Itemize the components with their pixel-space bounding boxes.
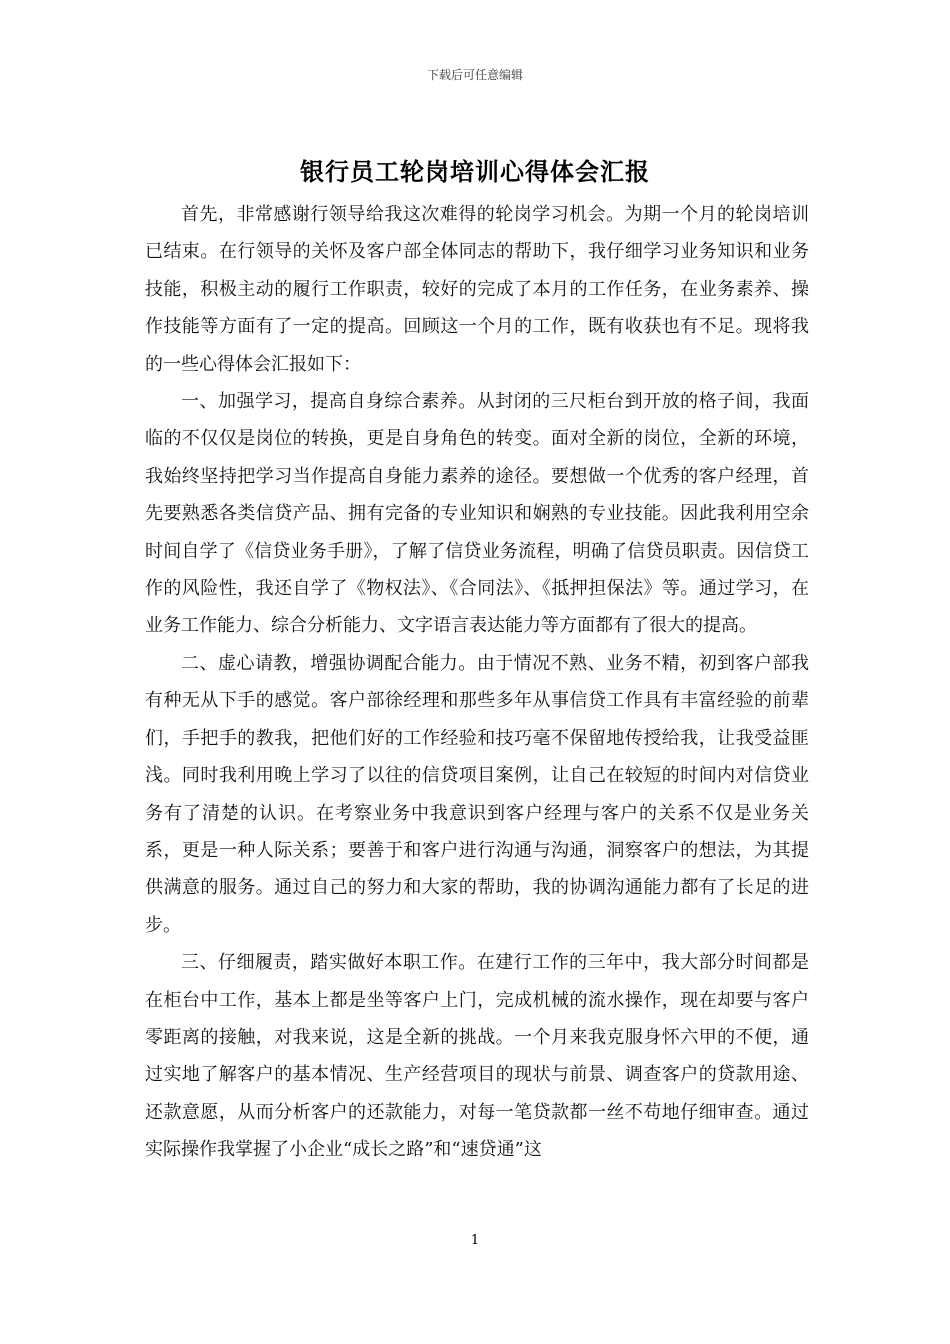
document-body: [145, 196, 809, 1169]
paragraph-section-1: 一、加强学习，提高自身综合素养。从封闭的三尺柜台到开放的格子间，我面临的不仅仅是岗位的转换，更是自身角色的转变。面对全新的岗位，全新的环境，我始终坚持把学习当作提高自身能力素养的途径。要想做一个优秀的客户经理，首先要熟悉各类信贷产品、拥有完备的专业知识和娴熟的专业技能。因此我利用空余时间自学了《信贷业务手册》，了解了信贷业务流程，明确了信贷员职责。因信贷工作的风险性，我还自学了《物权法》、《合同法》、《抵押担保法》等。通过学习，在业务工作能力、综合分析能力、文字语言表达能力等方面都有了很大的提高。: [145, 391, 809, 637]
document-title: 银行员工轮岗培训心得体会汇报: [300, 157, 650, 186]
page-number: 1: [470, 1233, 480, 1248]
header-note: 下载后可任意编辑: [426, 68, 523, 82]
paragraph-intro: 首先，非常感谢行领导给我这次难得的轮岗学习机会。为期一个月的轮岗培训已结束。在行领导的关怀及客户部全体同志的帮助下，我仔细学习业务知识和业务技能，积极主动的履行工作职责，较好的完成了本月的工作任务，在业务素养、操作技能等方面有了一定的提高。回顾这一个月的工作，既有收获也有不足。现将我的一些心得体会汇报如下：: [145, 204, 809, 375]
paragraph-section-2: 二、虚心请教，增强协调配合能力。由于情况不熟、业务不精，初到客户部我有种无从下手的感觉。客户部徐经理和那些多年从事信贷工作具有丰富经验的前辈们，手把手的教我，把他们好的工作经验和技巧毫不保留地传授给我，让我受益匪浅。同时我利用晚上学习了以往的信贷项目案例，让自己在较短的时间内对信贷业务有了清楚的认识。在考察业务中我意识到客户经理与客户的关系不仅是业务关系，更是一种人际关系；要善于和客户进行沟通与沟通，洞察客户的想法，为其提供满意的服务。通过自己的努力和大家的帮助，我的协调沟通能力都有了长足的进步。: [145, 652, 809, 936]
paragraph-section-3: 三、仔细履责，踏实做好本职工作。在建行工作的三年中，我大部分时间都是在柜台中工作，基本上都是坐等客户上门，完成机械的流水操作，现在却要与客户零距离的接触，对我来说，这是全新的挑战。一个月来我克服身怀六甲的不便，通过实地了解客户的基本情况、生产经营项目的现状与前景、调查客户的贷款用途、还款意愿，从而分析客户的还款能力，对每一笔贷款都一丝不苟地仔细审查。通过实际操作我掌握了小企业“成长之路”和“速贷通”这: [145, 952, 809, 1161]
